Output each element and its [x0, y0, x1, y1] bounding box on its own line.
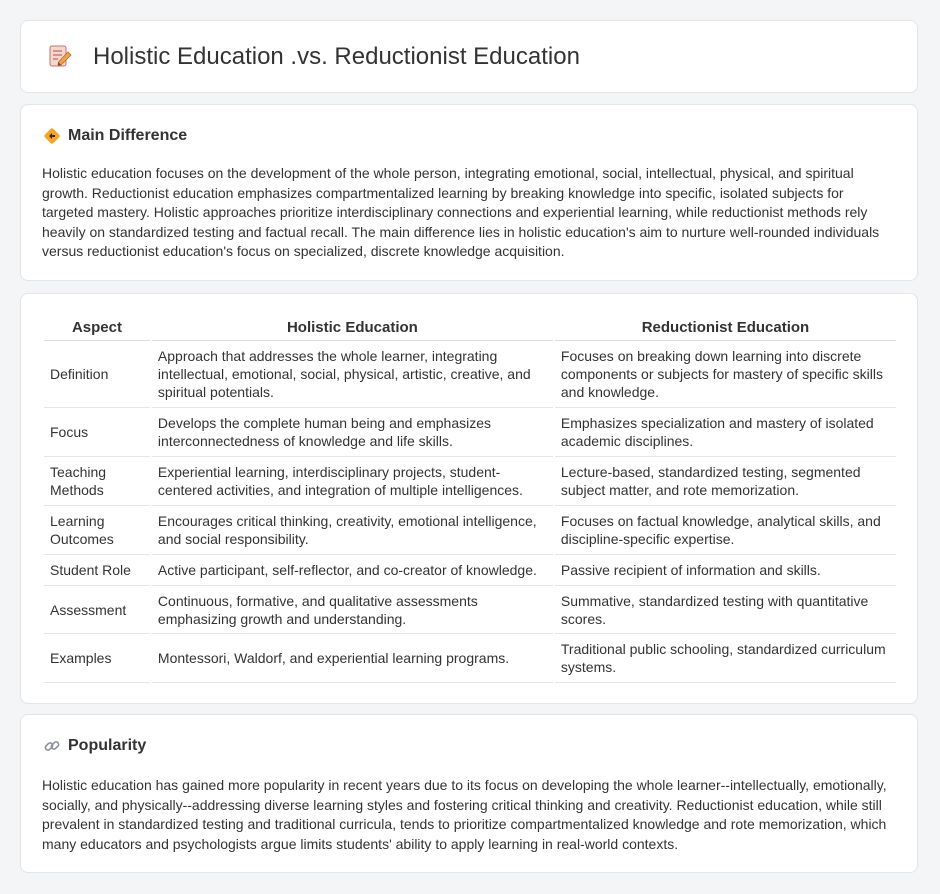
aspect-cell: Definition	[44, 341, 150, 408]
table-header-row	[44, 317, 896, 341]
header-card	[20, 20, 918, 93]
main-difference-text: Holistic education focuses on the development of the whole person, integrating emotional, social, intellectual, physical, and spiritual growth. Reductionist education emphasizes compartmentalized learning by breaking knowledge into specific, isolated subjects for targeted mastery. Holistic approaches prioritize interdisciplinary connections and experiential learning, while reductionist methods rely heavily on standardized testing and factual recall. The main difference lies in holistic education's aim to nurture well-rounded individuals versus reductionist education's focus on specialized, discrete knowledge acquisition.	[42, 165, 880, 260]
column-header-reductionist: Reductionist Education	[555, 317, 896, 341]
popularity-card	[20, 714, 918, 873]
table-row	[44, 586, 896, 634]
reductionist-cell: Traditional public schooling, standardized curriculum systems.	[555, 634, 896, 683]
page-title: Holistic Education .vs. Reductionist Education	[93, 43, 580, 70]
reductionist-cell: Summative, standardized testing with quantitative scores.	[555, 586, 896, 634]
table-row	[44, 634, 896, 683]
comparison-table-card	[20, 293, 918, 704]
table-row	[44, 506, 896, 555]
document-pencil-icon	[47, 43, 73, 71]
holistic-cell: Develops the complete human being and emphasizes interconnectedness of knowledge and life skills.	[152, 408, 553, 457]
holistic-cell: Montessori, Waldorf, and experiential learning programs.	[152, 634, 553, 683]
column-header-aspect: Aspect	[44, 317, 150, 341]
table-row	[44, 555, 896, 586]
aspect-cell: Teaching Methods	[44, 457, 150, 506]
holistic-cell: Continuous, formative, and qualitative assessments emphasizing growth and understanding.	[152, 586, 553, 634]
aspect-cell: Assessment	[44, 586, 150, 634]
holistic-cell: Experiential learning, interdisciplinary projects, student-centered activities, and integration of multiple intelligences.	[152, 457, 553, 506]
holistic-cell: Active participant, self-reflector, and co-creator of knowledge.	[152, 555, 553, 586]
popularity-heading: Popularity	[68, 737, 147, 754]
column-header-holistic: Holistic Education	[152, 317, 553, 341]
comparison-table	[42, 317, 898, 683]
reductionist-cell: Focuses on breaking down learning into discrete components or subjects for mastery of specific skills and knowledge.	[555, 341, 896, 408]
reductionist-cell: Focuses on factual knowledge, analytical skills, and discipline-specific expertise.	[555, 506, 896, 555]
table-row	[44, 408, 896, 457]
main-difference-heading: Main Difference	[68, 127, 188, 144]
aspect-cell: Learning Outcomes	[44, 506, 150, 555]
aspect-cell: Examples	[44, 634, 150, 683]
table-row	[44, 341, 896, 408]
reductionist-cell: Passive recipient of information and skills.	[555, 555, 896, 586]
aspect-cell: Student Role	[44, 555, 150, 586]
link-icon	[43, 737, 61, 755]
table-row	[44, 457, 896, 506]
main-difference-card	[20, 104, 918, 281]
diamond-arrows-icon	[43, 127, 61, 145]
reductionist-cell: Emphasizes specialization and mastery of isolated academic disciplines.	[555, 408, 896, 457]
popularity-text: Holistic education has gained more popularity in recent years due to its focus on developing the whole learner--intellectually, emotionally, socially, and physically--addressing diverse learning styles and fostering critical thinking and creativity. Reductionist education, while still prevalent in standardized testing and traditional curricula, tends to prioritize compartmentalized knowledge and rote memorization, which many educators and psychologists argue limits students' ability to apply learning in real-world contexts.	[42, 777, 887, 852]
holistic-cell: Approach that addresses the whole learner, integrating intellectual, emotional, social, physical, artistic, creative, and spiritual potentials.	[152, 341, 553, 408]
reductionist-cell: Lecture-based, standardized testing, segmented subject matter, and rote memorization.	[555, 457, 896, 506]
aspect-cell: Focus	[44, 408, 150, 457]
holistic-cell: Encourages critical thinking, creativity, emotional intelligence, and social responsibility.	[152, 506, 553, 555]
